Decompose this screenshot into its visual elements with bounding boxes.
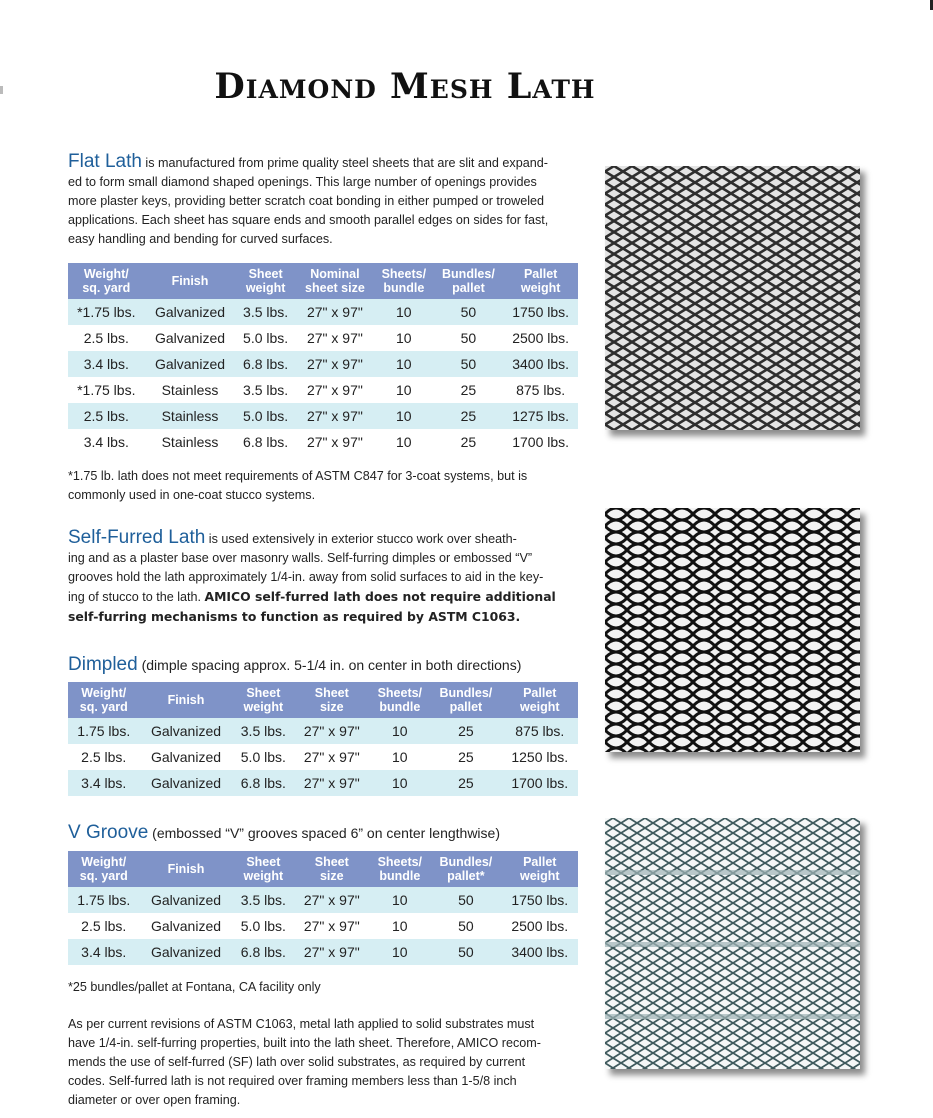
table-cell: 50 (434, 299, 504, 325)
column-header: Sheets/ bundle (369, 851, 430, 887)
table-cell: 1.75 lbs. (68, 887, 140, 913)
column-header: Sheet weight (235, 263, 295, 299)
table-cell: 1750 lbs. (502, 887, 578, 913)
table-cell: 1.75 lbs. (68, 718, 140, 744)
column-header: Bundles/ pallet* (430, 851, 501, 887)
table-cell: 27" x 97" (294, 939, 369, 965)
table-cell: 27" x 97" (294, 887, 369, 913)
flat-lath-text-line: easy handling and bending for curved surfaces. (68, 232, 333, 246)
table-cell: 10 (369, 939, 430, 965)
self-furred-text-line: ing and as a plaster base over masonry walls. Self-furring dimples or embossed “V” (68, 551, 533, 565)
flat-lath-mesh-image (605, 166, 860, 430)
table-row (68, 351, 578, 377)
table-cell: 10 (374, 299, 434, 325)
table-cell: Galvanized (145, 299, 236, 325)
v-groove-heading: V Groove (68, 822, 149, 843)
table-cell: 10 (374, 429, 434, 455)
v-groove-note: *25 bundles/pallet at Fontana, CA facility only (68, 980, 321, 994)
table-cell: 27" x 97" (294, 770, 369, 796)
closing-line: As per current revisions of ASTM C1063, metal lath applied to solid substrates must (68, 1017, 535, 1031)
table-cell: 6.8 lbs. (232, 770, 294, 796)
table-cell: 10 (369, 913, 430, 939)
flat-lath-note (68, 467, 588, 505)
table-cell: 25 (430, 744, 501, 770)
table-cell: 25 (430, 718, 501, 744)
table-cell: 1700 lbs. (502, 770, 578, 796)
table-cell: 3.4 lbs. (68, 939, 140, 965)
column-header: Sheet size (294, 682, 369, 718)
table-cell: 10 (374, 377, 434, 403)
table-cell: 10 (374, 351, 434, 377)
dimpled-table (68, 682, 578, 796)
v-groove-mesh-image (605, 818, 860, 1069)
column-header: Sheet weight (232, 682, 294, 718)
table-cell: Galvanized (140, 887, 233, 913)
closing-line: diameter or over open framing. (68, 1093, 241, 1107)
table-cell: 1275 lbs. (503, 403, 578, 429)
closing-line: codes. Self-furred lath is not required over framing members less than 1-5/8 inch (68, 1074, 517, 1088)
column-header: Sheets/ bundle (369, 682, 430, 718)
table-cell: Stainless (145, 403, 236, 429)
table-row (68, 403, 578, 429)
table-cell: 5.0 lbs. (235, 403, 295, 429)
table-cell: 27" x 97" (296, 351, 374, 377)
v-groove-header (68, 822, 500, 844)
table-cell: 5.0 lbs. (235, 325, 295, 351)
table-row (68, 770, 578, 796)
page-title: Diamond Mesh Lath (214, 66, 596, 107)
table-row (68, 377, 578, 403)
column-header: Weight/ sq. yard (68, 682, 140, 718)
table-header-row (68, 263, 578, 299)
table-row (68, 913, 578, 939)
table-header-row (68, 851, 578, 887)
flat-lath-heading: Flat Lath (68, 151, 142, 172)
table-cell: 25 (434, 377, 504, 403)
table-cell: Galvanized (140, 913, 233, 939)
table-cell: 25 (430, 770, 501, 796)
table-cell: 2500 lbs. (503, 325, 578, 351)
self-furred-mesh-image (605, 508, 860, 752)
flat-lath-text-line: is manufactured from prime quality steel sheets that are slit and expand- (141, 156, 548, 170)
column-header: Finish (145, 263, 236, 299)
table-cell: 1750 lbs. (503, 299, 578, 325)
table-cell: 27" x 97" (296, 377, 374, 403)
note-line: commonly used in one-coat stucco systems. (68, 488, 316, 502)
table-cell: 1250 lbs. (502, 744, 578, 770)
dimpled-subtitle: (dimple spacing approx. 5-1/4 in. on center in both directions) (137, 657, 522, 673)
table-cell: 2.5 lbs. (68, 913, 140, 939)
table-cell: 10 (369, 770, 430, 796)
table-cell: 2.5 lbs. (68, 403, 145, 429)
column-header: Bundles/ pallet (434, 263, 504, 299)
table-cell: 27" x 97" (294, 718, 369, 744)
table-row (68, 887, 578, 913)
column-header: Weight/ sq. yard (68, 263, 145, 299)
self-furred-text-line: is used extensively in exterior stucco work over sheath- (205, 532, 517, 546)
self-furred-intro (68, 528, 588, 627)
column-header: Pallet weight (503, 263, 578, 299)
table-cell: Galvanized (140, 939, 233, 965)
table-cell: 3.5 lbs. (235, 299, 295, 325)
column-header: Sheet size (294, 851, 369, 887)
table-cell: 5.0 lbs. (232, 744, 294, 770)
table-row (68, 939, 578, 965)
table-cell: Galvanized (140, 718, 233, 744)
self-furred-text-line: ing of stucco to the lath. (68, 590, 205, 604)
closing-line: have 1/4-in. self-furring properties, built into the lath sheet. Therefore, AMICO recom- (68, 1036, 541, 1050)
table-cell: 6.8 lbs. (232, 939, 294, 965)
column-header: Bundles/ pallet (430, 682, 501, 718)
column-header: Sheet weight (232, 851, 294, 887)
table-row (68, 744, 578, 770)
flat-lath-table (68, 263, 578, 455)
table-cell: 10 (369, 887, 430, 913)
dimpled-header (68, 654, 521, 676)
table-cell: 50 (434, 325, 504, 351)
column-header: Sheets/ bundle (374, 263, 434, 299)
table-cell: 10 (369, 718, 430, 744)
table-cell: 27" x 97" (294, 744, 369, 770)
table-cell: 2.5 lbs. (68, 325, 145, 351)
column-header: Finish (140, 851, 233, 887)
flat-lath-text-line: more plaster keys, providing better scratch coat bonding in either pumped or troweled (68, 194, 545, 208)
table-cell: Galvanized (145, 351, 236, 377)
table-cell: 3400 lbs. (503, 351, 578, 377)
table-cell: 27" x 97" (296, 403, 374, 429)
flat-lath-text-line: ed to form small diamond shaped openings. This large number of openings provides (68, 175, 537, 189)
table-header-row (68, 682, 578, 718)
self-furred-text-line: grooves hold the lath approximately 1/4-in. away from solid surfaces to aid in the key- (68, 570, 544, 584)
self-furred-bold-line: AMICO self-furred lath does not require additional (204, 589, 556, 604)
table-cell: 50 (430, 939, 501, 965)
table-cell: 6.8 lbs. (235, 429, 295, 455)
table-cell: 50 (430, 913, 501, 939)
table-cell: Galvanized (140, 744, 233, 770)
table-cell: 3400 lbs. (502, 939, 578, 965)
table-cell: 6.8 lbs. (235, 351, 295, 377)
v-groove-table (68, 851, 578, 965)
table-cell: 875 lbs. (503, 377, 578, 403)
table-cell: 10 (374, 403, 434, 429)
table-cell: 3.4 lbs. (68, 351, 145, 377)
column-header: Finish (140, 682, 233, 718)
table-cell: 27" x 97" (296, 429, 374, 455)
table-cell: 27" x 97" (294, 913, 369, 939)
table-cell: 10 (369, 744, 430, 770)
table-cell: 27" x 97" (296, 325, 374, 351)
table-row (68, 429, 578, 455)
table-cell: 27" x 97" (296, 299, 374, 325)
self-furred-bold-line: self-furring mechanisms to function as required by ASTM C1063. (68, 609, 521, 624)
table-cell: *1.75 lbs. (68, 377, 145, 403)
table-cell: Galvanized (140, 770, 233, 796)
column-header: Weight/ sq. yard (68, 851, 140, 887)
table-cell: 3.4 lbs. (68, 429, 145, 455)
table-cell: Stainless (145, 377, 236, 403)
table-cell: *1.75 lbs. (68, 299, 145, 325)
table-cell: 25 (434, 429, 504, 455)
table-cell: Galvanized (145, 325, 236, 351)
table-cell: 5.0 lbs. (232, 913, 294, 939)
closing-line: mends the use of self-furred (SF) lath over solid substrates, as required by current (68, 1055, 526, 1069)
column-header: Pallet weight (502, 682, 578, 718)
table-row (68, 718, 578, 744)
table-cell: 2500 lbs. (502, 913, 578, 939)
table-cell: 1700 lbs. (503, 429, 578, 455)
table-cell: 3.5 lbs. (235, 377, 295, 403)
table-row (68, 299, 578, 325)
table-cell: 50 (434, 351, 504, 377)
table-cell: 25 (434, 403, 504, 429)
closing-paragraph (68, 1015, 598, 1110)
dimpled-heading: Dimpled (68, 654, 138, 675)
table-cell: 2.5 lbs. (68, 744, 140, 770)
self-furred-heading: Self-Furred Lath (68, 527, 206, 548)
flat-lath-intro (68, 152, 588, 249)
note-line: *1.75 lb. lath does not meet requirements of ASTM C847 for 3-coat systems, but is (68, 469, 528, 483)
flat-lath-text-line: applications. Each sheet has square ends and smooth parallel edges on sides for fast, (68, 213, 549, 227)
table-row (68, 325, 578, 351)
table-cell: 3.5 lbs. (232, 718, 294, 744)
table-cell: 50 (430, 887, 501, 913)
table-cell: 10 (374, 325, 434, 351)
column-header: Nominal sheet size (296, 263, 374, 299)
table-cell: 3.5 lbs. (232, 887, 294, 913)
table-cell: 875 lbs. (502, 718, 578, 744)
table-cell: Stainless (145, 429, 236, 455)
column-header: Pallet weight (502, 851, 578, 887)
table-cell: 3.4 lbs. (68, 770, 140, 796)
v-groove-subtitle: (embossed “V” grooves spaced 6” on center lengthwise) (148, 825, 500, 841)
